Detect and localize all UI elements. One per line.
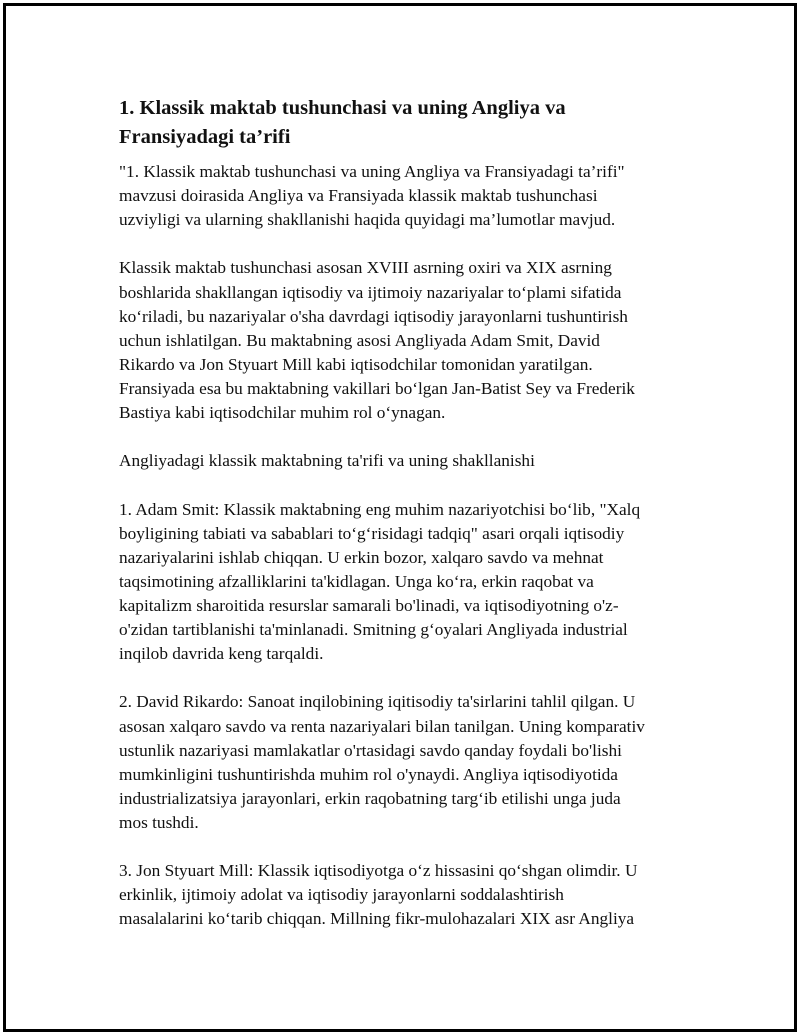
paragraph-line: asosan xalqaro savdo va renta nazariyalari bilan tanilgan. Uning komparativ bbox=[119, 716, 645, 736]
title-line: 1. Klassik maktab tushunchasi va uning Angliya va bbox=[119, 97, 566, 119]
page-frame bbox=[3, 3, 797, 1032]
paragraph-line: mos tushdi. bbox=[119, 812, 199, 832]
paragraph bbox=[119, 690, 691, 835]
paragraph-line: uchun ishlatilgan. Bu maktabning asosi Angliyada Adam Smit, David bbox=[119, 330, 600, 350]
paragraph-line: Klassik maktab tushunchasi asosan XVIII asrning oxiri va XIX asrning bbox=[119, 258, 612, 278]
paragraph-line: kapitalizm sharoitida resurslar samarali bo'linadi, va iqtisodiyotning o'z- bbox=[119, 595, 619, 615]
document-body bbox=[119, 94, 691, 956]
document-title bbox=[119, 94, 691, 152]
paragraph-line: 3. Jon Styuart Mill: Klassik iqtisodiyotga o‘z hissasini qo‘shgan olimdir. U bbox=[119, 861, 638, 881]
paragraph bbox=[119, 160, 691, 232]
paragraph-line: Bastiya kabi iqtisodchilar muhim rol o‘ynagan. bbox=[119, 403, 446, 423]
paragraph-line: inqilob davrida keng tarqaldi. bbox=[119, 644, 324, 664]
paragraph-line: uzviyligi va ularning shakllanishi haqida quyidagi ma’lumotlar mavjud. bbox=[119, 210, 616, 230]
paragraph-line: Fransiyada esa bu maktabning vakillari bo‘lgan Jan-Batist Sey va Frederik bbox=[119, 378, 635, 398]
paragraph bbox=[119, 859, 691, 931]
paragraph-line: mumkinligini tushuntirishda muhim rol o'ynaydi. Angliya iqtisodiyotida bbox=[119, 764, 618, 784]
paragraph-line: boshlarida shakllangan iqtisodiy va ijtimoiy nazariyalar to‘plami sifatida bbox=[119, 282, 622, 302]
paragraph bbox=[119, 449, 691, 473]
paragraph-line: nazariyalarini ishlab chiqqan. U erkin bozor, xalqaro savdo va mehnat bbox=[119, 547, 604, 567]
paragraph-line: mavzusi doirasida Angliya va Fransiyada klassik maktab tushunchasi bbox=[119, 186, 598, 206]
paragraph bbox=[119, 498, 691, 667]
paragraph bbox=[119, 256, 691, 425]
title-line: Fransiyadagi ta’rifi bbox=[119, 126, 291, 148]
paragraph-list bbox=[119, 160, 691, 931]
paragraph-line: erkinlik, ijtimoiy adolat va iqtisodiy jarayonlarni soddalashtirish bbox=[119, 885, 564, 905]
paragraph-line: masalalarini ko‘tarib chiqqan. Millning fikr-mulohazalari XIX asr Angliya bbox=[119, 909, 635, 929]
paragraph-line: ko‘riladi, bu nazariyalar o'sha davrdagi iqtisodiy jarayonlarni tushuntirish bbox=[119, 306, 628, 326]
paragraph-line: "1. Klassik maktab tushunchasi va uning Angliya va Fransiyadagi ta’rifi" bbox=[119, 162, 625, 181]
paragraph-line: Rikardo va Jon Styuart Mill kabi iqtisodchilar tomonidan yaratilgan. bbox=[119, 354, 593, 374]
paragraph-line: o'zidan tartiblanishi ta'minlanadi. Smitning g‘oyalari Angliyada industrial bbox=[119, 620, 628, 640]
paragraph-line: Angliyadagi klassik maktabning ta'rifi va uning shakllanishi bbox=[119, 451, 535, 471]
paragraph-line: ustunlik nazariyasi mamlakatlar o'rtasidagi savdo qanday foydali bo'lishi bbox=[119, 740, 622, 760]
paragraph-line: 2. David Rikardo: Sanoat inqilobining iqitisodiy ta'sirlarini tahlil qilgan. U bbox=[119, 692, 636, 712]
paragraph-line: taqsimotining afzalliklarini ta'kidlagan. Unga ko‘ra, erkin raqobat va bbox=[119, 571, 594, 591]
paragraph-line: boyligining tabiati va sabablari to‘g‘risidagi tadqiq" asari orqali iqtisodiy bbox=[119, 523, 625, 543]
paragraph-line: industrializatsiya jarayonlari, erkin raqobatning targ‘ib etilishi unga juda bbox=[119, 788, 621, 808]
paragraph-line: 1. Adam Smit: Klassik maktabning eng muhim nazariyotchisi bo‘lib, "Xalq bbox=[119, 499, 641, 519]
